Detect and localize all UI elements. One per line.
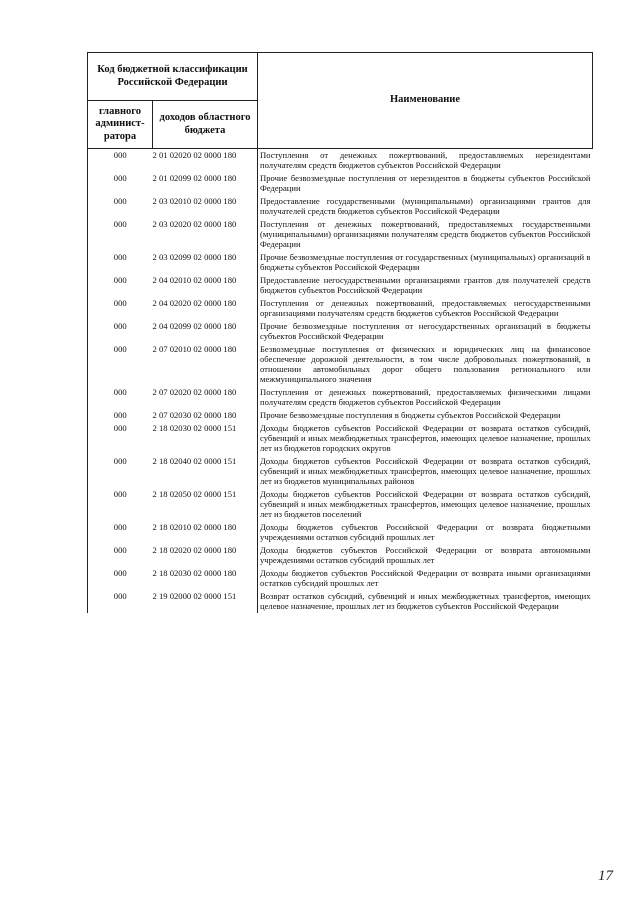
admin-code-cell: 000 <box>88 386 153 409</box>
revenue-code-cell: 2 18 02010 02 0000 180 <box>152 522 237 532</box>
name-cell: Поступления от денежных пожертвований, предоставляемых физическими лицами получателям средств бюджетов субъектов Российской Федерации <box>258 386 593 409</box>
name-cell: Предоставление негосударственными организациями грантов для получателей средств бюджетов субъектов Российской Федерации <box>258 274 593 297</box>
table-row <box>88 455 593 488</box>
revenue-code-cell: 2 07 02010 02 0000 180 <box>152 344 237 354</box>
table-row <box>88 567 593 590</box>
name-cell: Безвозмездные поступления от физических и юридических лиц на финансовое обеспечение дорожной деятельности, в том числе добровольных пожертвований, в отношении автомобильных дорог общего пользования регионального или межмуниципального значения <box>258 343 593 386</box>
revenue-code-cell: 2 19 02000 02 0000 151 <box>152 591 237 601</box>
name-cell: Поступления от денежных пожертвований, предоставляемых негосударственными организациями получателям средств бюджетов субъектов Российской Федерации <box>258 297 593 320</box>
table-row <box>88 590 593 613</box>
budget-classification-table <box>87 52 593 613</box>
table-row <box>88 521 593 544</box>
table-header <box>88 53 593 149</box>
name-cell: Доходы бюджетов субъектов Российской Федерации от возврата бюджетными учреждениями остатков субсидий прошлых лет <box>258 521 593 544</box>
admin-code-cell: 000 <box>88 218 153 251</box>
admin-code-cell: 000 <box>88 251 153 274</box>
admin-code-cell: 000 <box>88 195 153 218</box>
table-body <box>88 149 593 614</box>
revenue-code-cell: 2 18 02040 02 0000 151 <box>152 456 237 466</box>
name-cell: Доходы бюджетов субъектов Российской Федерации от возврата иными организациями остатков субсидий прошлых лет <box>258 567 593 590</box>
revenue-code-cell: 2 01 02099 02 0000 180 <box>152 173 237 183</box>
table-row <box>88 409 593 422</box>
admin-code-cell: 000 <box>88 172 153 195</box>
column-header-revenue: доходов областного бюджета <box>153 101 258 149</box>
group-header-budget-code: Код бюджетной классификации Российской Федерации <box>88 53 258 101</box>
name-cell: Поступления от денежных пожертвований, предоставляемых государственными (муниципальными) организациями получателям средств бюджетов субъектов Российской Федерации <box>258 218 593 251</box>
revenue-code-cell: 2 18 02020 02 0000 180 <box>152 545 237 555</box>
page-number: 17 <box>598 868 613 884</box>
revenue-code-cell: 2 01 02020 02 0000 180 <box>152 150 237 160</box>
revenue-code-cell: 2 04 02099 02 0000 180 <box>152 321 237 331</box>
admin-code-cell: 000 <box>88 274 153 297</box>
table-row <box>88 274 593 297</box>
table-row <box>88 297 593 320</box>
revenue-code-cell: 2 18 02030 02 0000 151 <box>152 423 237 433</box>
table-row <box>88 251 593 274</box>
name-cell: Возврат остатков субсидий, субвенций и иных межбюджетных трансфертов, имеющих целевое назначение, прошлых лет из бюджетов субъектов Российской Федерации <box>258 590 593 613</box>
table-row <box>88 218 593 251</box>
column-header-admin: главного админист-ратора <box>88 101 153 149</box>
name-cell: Доходы бюджетов субъектов Российской Федерации от возврата остатков субсидий, субвенций и иных межбюджетных трансфертов, имеющих целевое назначение, прошлых лет из бюджетов муниципальных районов <box>258 455 593 488</box>
admin-code-cell: 000 <box>88 297 153 320</box>
name-cell: Прочие безвозмездные поступления в бюджеты субъектов Российской Федерации <box>258 409 593 422</box>
admin-code-cell: 000 <box>88 409 153 422</box>
revenue-code-cell: 2 18 02030 02 0000 180 <box>152 568 237 578</box>
revenue-code-cell: 2 04 02010 02 0000 180 <box>152 275 237 285</box>
table-row <box>88 422 593 455</box>
revenue-code-cell: 2 07 02020 02 0000 180 <box>152 387 237 397</box>
admin-code-cell: 000 <box>88 320 153 343</box>
revenue-code-cell: 2 04 02020 02 0000 180 <box>152 298 237 308</box>
revenue-code-cell: 2 03 02010 02 0000 180 <box>152 196 237 206</box>
admin-code-cell: 000 <box>88 521 153 544</box>
name-cell: Доходы бюджетов субъектов Российской Федерации от возврата автономными учреждениями остатков субсидий прошлых лет <box>258 544 593 567</box>
revenue-code-cell: 2 07 02030 02 0000 180 <box>152 410 237 420</box>
admin-code-cell: 000 <box>88 488 153 521</box>
admin-code-cell: 000 <box>88 149 153 173</box>
column-header-name: Наименование <box>258 53 593 149</box>
name-cell: Доходы бюджетов субъектов Российской Федерации от возврата остатков субсидий, субвенций и иных межбюджетных трансфертов, имеющих целевое назначение, прошлых лет из бюджетов поселений <box>258 488 593 521</box>
table-row <box>88 343 593 386</box>
revenue-code-cell: 2 03 02020 02 0000 180 <box>152 219 237 229</box>
table-row <box>88 195 593 218</box>
table-row <box>88 386 593 409</box>
admin-code-cell: 000 <box>88 567 153 590</box>
table-row <box>88 172 593 195</box>
revenue-code-cell: 2 18 02050 02 0000 151 <box>152 489 237 499</box>
admin-code-cell: 000 <box>88 343 153 386</box>
admin-code-cell: 000 <box>88 544 153 567</box>
name-cell: Доходы бюджетов субъектов Российской Федерации от возврата остатков субсидий, субвенций и иных межбюджетных трансфертов, имеющих целевое назначение, прошлых лет из бюджетов городских округов <box>258 422 593 455</box>
table-row <box>88 149 593 173</box>
name-cell: Прочие безвозмездные поступления от государственных (муниципальных) организаций в бюджеты субъектов Российской Федерации <box>258 251 593 274</box>
table-row <box>88 488 593 521</box>
name-cell: Прочие безвозмездные поступления от нерезидентов в бюджеты субъектов Российской Федерации <box>258 172 593 195</box>
name-cell: Предоставление государственными (муниципальными) организациями грантов для получателей средств бюджетов субъектов Российской Федерации <box>258 195 593 218</box>
table-row <box>88 320 593 343</box>
admin-code-cell: 000 <box>88 422 153 455</box>
admin-code-cell: 000 <box>88 455 153 488</box>
document-sheet <box>87 52 592 613</box>
admin-code-cell: 000 <box>88 590 153 613</box>
name-cell: Прочие безвозмездные поступления от негосударственных организаций в бюджеты субъектов Российской Федерации <box>258 320 593 343</box>
table-row <box>88 544 593 567</box>
name-cell: Поступления от денежных пожертвований, предоставляемых нерезидентами получателям средств бюджетов субъектов Российской Федерации <box>258 149 593 173</box>
revenue-code-cell: 2 03 02099 02 0000 180 <box>152 252 237 262</box>
